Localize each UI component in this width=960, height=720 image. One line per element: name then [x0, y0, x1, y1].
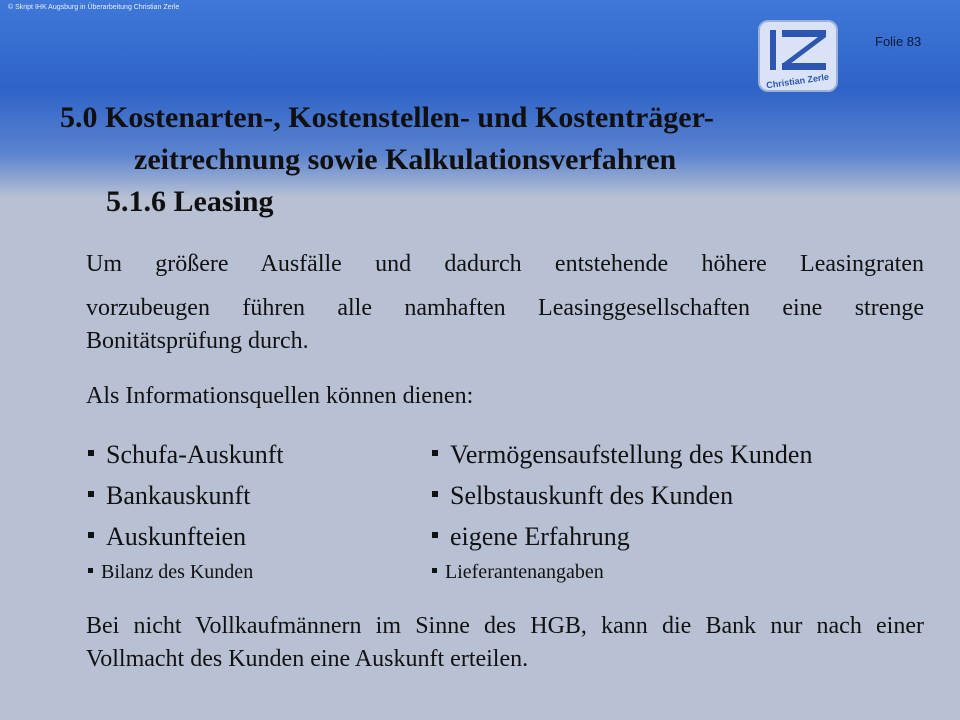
list-item [86, 440, 430, 470]
bullet-square-icon [88, 532, 94, 538]
bullet-text: Bilanz des Kunden [101, 560, 254, 583]
bullet-square-icon [432, 568, 437, 573]
list-item [86, 481, 430, 511]
list-item [86, 522, 430, 552]
bullet-text: Schufa-Auskunft [106, 439, 284, 469]
bullet-text: Lieferantenangaben [445, 560, 604, 583]
bullet-list [86, 434, 924, 587]
bullet-text: Selbstauskunft des Kunden [450, 480, 734, 510]
logo-text: Christian Zerle [765, 71, 830, 90]
list-item [430, 522, 630, 552]
copyright-text: © Skript IHK Augsburg in Überarbeitung Christian Zerle [8, 4, 180, 11]
logo-graphic [760, 22, 836, 90]
list-item [430, 481, 733, 511]
paragraph-1-rest: vorzubeugen führen alle namhaften Leasinggesellschaften eine strenge Bonitätsprüfung durch. [86, 295, 924, 354]
list-item [430, 561, 604, 584]
title-line-1: 5.0 Kostenarten-, Kostenstellen- und Kostenträger- [60, 101, 714, 134]
bullet-square-icon [88, 450, 94, 456]
section-subtitle: 5.1.6 Leasing [106, 185, 274, 218]
bullet-row [86, 475, 924, 516]
paragraph-info-sources: Als Informationsquellen können dienen: [86, 383, 474, 409]
bullet-text: eigene Erfahrung [450, 521, 630, 551]
paragraph-1-line-1: Um größere Ausfälle und dadurch entstehende höhere Leasingraten [86, 251, 924, 277]
bullet-text: Vermögensaufstellung des Kunden [450, 439, 813, 469]
bullet-square-icon [432, 491, 438, 497]
bullet-square-icon [432, 450, 438, 456]
bullet-text: Bankauskunft [106, 480, 251, 510]
bullet-row [86, 434, 924, 475]
logo [758, 20, 838, 92]
paragraph-hgb-note: Bei nicht Vollkaufmännern im Sinne des HGB, kann die Bank nur nach einer Vollmacht des Kunden eine Auskunft erteilen. [86, 613, 924, 672]
list-item [430, 440, 812, 470]
bullet-row [86, 557, 924, 587]
bullet-text: Auskunfteien [106, 521, 247, 551]
list-item [86, 561, 430, 584]
bullet-square-icon [88, 568, 93, 573]
title-line-2: zeitrechnung sowie Kalkulationsverfahren [134, 143, 677, 176]
bullet-square-icon [432, 532, 438, 538]
bullet-square-icon [88, 491, 94, 497]
bullet-row [86, 516, 924, 557]
slide-title [60, 97, 920, 181]
slide-number: Folie 83 [875, 34, 922, 49]
